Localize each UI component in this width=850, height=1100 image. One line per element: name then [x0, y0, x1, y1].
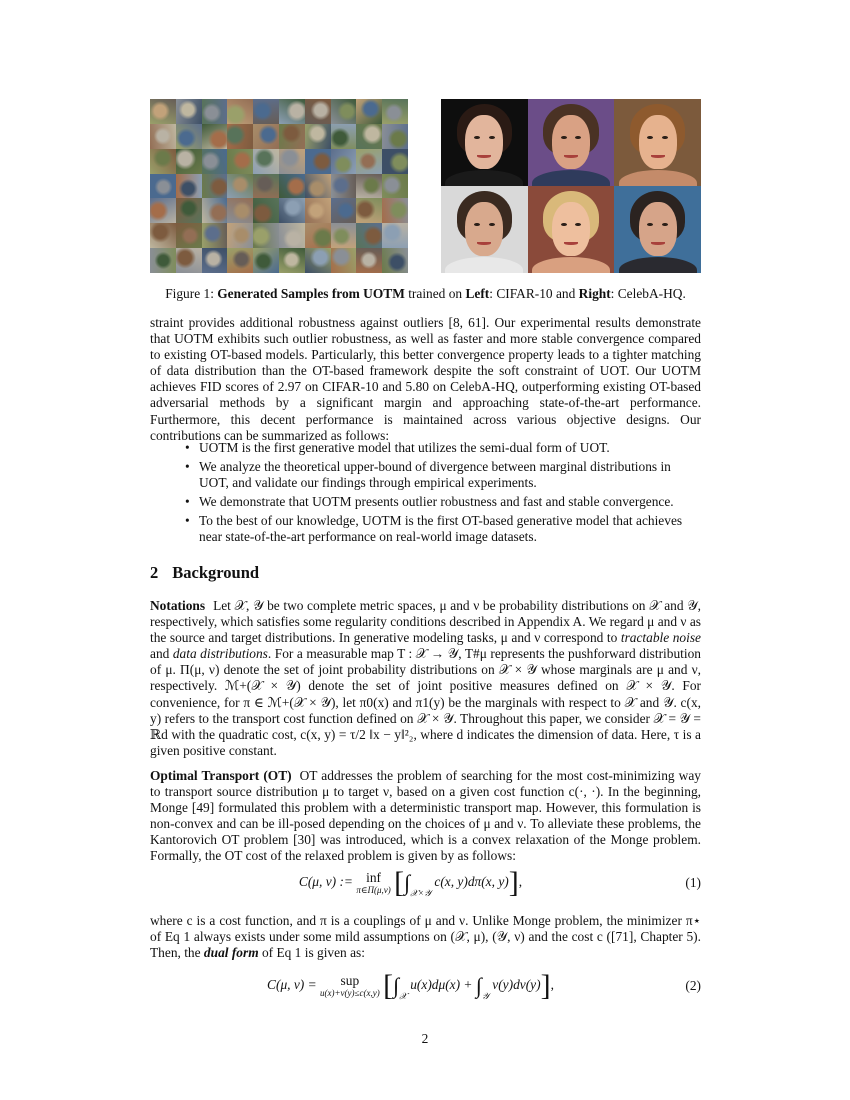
cifar-sample-image	[202, 223, 228, 248]
contribution-text: We analyze the theoretical upper-bound of divergence between marginal distributions in UOT, and validate our findings through empirical experiments.	[199, 459, 671, 491]
eq1-number: (1)	[685, 875, 701, 890]
cifar-sample-image	[305, 99, 331, 124]
cifar-sample-image	[176, 198, 202, 223]
eq1-left-bracket: [	[394, 866, 405, 899]
eq1-integrand: c(x, y)dπ(x, y)	[434, 874, 509, 890]
equation-2-body	[150, 969, 671, 1003]
cifar-sample-image	[331, 99, 357, 124]
after-eq1-text: where c is a cost function, and π is a couplings of μ and ν. Unlike Monge problem, the minimizer π⋆ of Eq 1 always exists under some mild assumptions on (𝒳, μ), (𝒴, ν) and the cost c ([71], Chapter 5). Then, the	[150, 913, 701, 961]
cifar-sample-image	[227, 198, 253, 223]
cifar-sample-image	[356, 99, 382, 124]
section-number: 2	[150, 563, 159, 582]
equation-1-body	[150, 866, 671, 900]
cifar-sample-image	[202, 198, 228, 223]
eq2-right-bracket: ]	[540, 969, 551, 1002]
cifar-sample-image	[176, 223, 202, 248]
eq1-integral: ∫	[404, 870, 411, 895]
contributions-list	[185, 440, 701, 549]
eq1-operator	[356, 871, 390, 895]
after-eq1-paragraph	[150, 913, 701, 961]
contribution-text: We demonstrate that UOTM presents outlier robustness and fast and stable convergence.	[199, 494, 674, 510]
cifar-sample-image	[305, 149, 331, 174]
figure-caption	[150, 286, 701, 302]
eq2-lhs: C(μ, ν) =	[267, 977, 317, 993]
celeba-sample-image	[614, 186, 701, 273]
contribution-item	[185, 513, 701, 545]
cifar-sample-image	[382, 149, 408, 174]
dual-form-emphasis: dual form	[203, 945, 259, 961]
ot-paragraph	[150, 768, 701, 865]
eq2-operator	[320, 974, 380, 998]
cifar-sample-image	[150, 99, 176, 124]
eq2-integral-1: ∫	[393, 973, 400, 998]
cifar-sample-image	[253, 174, 279, 199]
eq1-integral-domain: 𝒳×𝒴	[410, 888, 432, 899]
cifar-sample-image	[202, 149, 228, 174]
eq2-op-sub: u(x)+v(y)≤c(x,y)	[320, 988, 380, 998]
eq1-right-bracket: ]	[508, 866, 519, 899]
cifar-sample-image	[305, 174, 331, 199]
eq2-term-1: u(x)dμ(x) +	[410, 977, 473, 993]
cifar-sample-image	[382, 248, 408, 273]
cifar-sample-image	[305, 124, 331, 149]
celeba-sample-image	[614, 99, 701, 186]
caption-mid2: : CIFAR-10 and	[489, 286, 579, 301]
cifar-sample-image	[279, 174, 305, 199]
eq2-integral-1-domain: 𝒳	[399, 991, 407, 1002]
celeba-sample-image	[441, 186, 528, 273]
caption-end: : CelebA-HQ.	[610, 286, 686, 301]
cifar-sample-image	[176, 99, 202, 124]
intro-paragraph: straint provides additional robustness against outliers [8, 61]. Our experimental results demonstrate that UOTM exhibits such outlier robustness, as well as faster and more stable convergence compared to existing OT-based models. Particularly, this better convergence property leads to a tighter matching of data distribution than the OT-based framework despite the soft constraint of UOT. Our UOTM achieves FID scores of 2.97 on CIFAR-10 and 5.80 on CelebA-HQ, outperforming existing OT-based adversarial methods by a significant margin and approaching state-of-the-art performance. Furthermore, this decent performance is maintained across various objective designs. Our contributions can be summarized as follows:	[150, 315, 701, 443]
ot-text: OT addresses the problem of searching for the most cost-minimizing way to transport source distribution μ to target ν, based on a given cost function c(·, ·). In the beginning, Monge [49] formulated this problem with a deterministic transport map. However, this formulation is non-convex and can be ill-posed depending on the choices of μ and ν. To alleviate these problems, the Kantorovich OT problem [30] was introduced, which is a convex relaxation of the Monge problem. Formally, the OT cost of the relaxed problem is given by as follows:	[150, 768, 701, 864]
contribution-item	[185, 459, 701, 491]
caption-prefix: Figure 1:	[165, 286, 218, 301]
cifar-sample-image	[253, 149, 279, 174]
contribution-item	[185, 494, 701, 510]
section-title: Background	[172, 563, 260, 582]
cifar-sample-image	[331, 223, 357, 248]
cifar-sample-image	[253, 223, 279, 248]
bullet-icon: •	[185, 513, 190, 529]
celeba-hq-sample-grid	[441, 99, 701, 273]
cifar-sample-image	[356, 124, 382, 149]
cifar-sample-image	[382, 198, 408, 223]
after-eq1-text-2: of Eq 1 is given as:	[258, 945, 365, 961]
notations-text-3: . For a measurable map T : 𝒳 → 𝒴, T#μ represents the pushforward distribution of μ. Π(μ, ν) denote the set of joint probability distributions on 𝒳 × 𝒴 whose marginals are μ and ν, respectively. ℳ+(𝒳 × 𝒴) denote the set of joint positive measures defined on 𝒳 × 𝒴. For convenience, for π ∈ ℳ+(𝒳 × 𝒴), let π0(x) and π1(y) be the marginals with respect to 𝒳 and 𝒴. c(x, y) refers to the transport cost function defined on 𝒳 × 𝒴. Throughout this paper, we consider 𝒳 = 𝒴 = ℝd with the quadratic cost, c(x, y) = τ/2 ‖x − y‖²₂, where d indicates the dimension of data. Here, τ is a given positive constant.	[150, 646, 701, 758]
cifar-sample-image	[279, 149, 305, 174]
contribution-text: UOTM is the first generative model that utilizes the semi-dual form of UOT.	[199, 440, 610, 455]
notations-emphasis-1: tractable noise	[620, 630, 701, 646]
cifar-sample-image	[253, 248, 279, 273]
equation-1	[150, 866, 701, 906]
cifar-sample-image	[356, 174, 382, 199]
celeba-sample-image	[528, 186, 615, 273]
contribution-text: To the best of our knowledge, UOTM is the first OT-based generative model that achieves near state-of-the-art performance on real-world image datasets.	[199, 513, 683, 545]
cifar-sample-image	[227, 223, 253, 248]
caption-mid1: trained on	[404, 286, 466, 301]
cifar-sample-image	[176, 174, 202, 199]
eq2-op: sup	[340, 973, 360, 988]
notations-paragraph	[150, 598, 701, 759]
cifar-sample-image	[382, 99, 408, 124]
cifar-sample-image	[150, 149, 176, 174]
cifar-sample-image	[227, 149, 253, 174]
ot-heading: Optimal Transport (OT)	[150, 768, 292, 783]
cifar-sample-image	[202, 174, 228, 199]
equation-2	[150, 969, 701, 1009]
bullet-icon: •	[185, 440, 190, 455]
eq2-left-bracket: [	[383, 969, 394, 1002]
cifar-sample-image	[176, 248, 202, 273]
cifar-sample-image	[356, 149, 382, 174]
cifar-sample-image	[356, 223, 382, 248]
cifar-sample-image	[356, 248, 382, 273]
cifar-sample-image	[382, 223, 408, 248]
notations-text-1: Let 𝒳, 𝒴 be two complete metric spaces, μ and ν be probability distributions on 𝒳 and 𝒴, respectively, which satisfies some regularity conditions described in Appendix A. We regard μ and ν as the source and target distributions. In generative modeling tasks, μ and ν correspond to	[150, 598, 701, 646]
cifar10-sample-grid	[150, 99, 408, 273]
cifar-sample-image	[331, 198, 357, 223]
eq2-term-2: v(y)dν(y)	[492, 977, 541, 993]
cifar-sample-image	[279, 248, 305, 273]
cifar-sample-image	[279, 99, 305, 124]
section-heading	[150, 563, 259, 583]
cifar-sample-image	[279, 198, 305, 223]
cifar-sample-image	[150, 174, 176, 199]
cifar-sample-image	[202, 124, 228, 149]
cifar-sample-image	[305, 223, 331, 248]
contribution-item	[185, 440, 701, 456]
eq1-tail: ,	[518, 874, 523, 890]
notations-text-2: and	[150, 646, 173, 662]
caption-left-label: Left	[465, 286, 490, 301]
cifar-sample-image	[382, 124, 408, 149]
eq2-integral-2: ∫	[475, 973, 482, 998]
eq1-op: inf	[366, 870, 381, 885]
cifar-sample-image	[253, 198, 279, 223]
caption-title: Generated Samples from UOTM	[217, 286, 405, 301]
cifar-sample-image	[150, 248, 176, 273]
notations-emphasis-2: data distributions	[172, 646, 268, 662]
bullet-icon: •	[185, 494, 190, 510]
cifar-sample-image	[382, 174, 408, 199]
caption-right-label: Right	[578, 286, 611, 301]
cifar-sample-image	[305, 198, 331, 223]
cifar-sample-image	[150, 124, 176, 149]
cifar-sample-image	[202, 99, 228, 124]
cifar-sample-image	[331, 248, 357, 273]
cifar-sample-image	[227, 174, 253, 199]
cifar-sample-image	[202, 248, 228, 273]
cifar-sample-image	[331, 149, 357, 174]
eq1-lhs: C(μ, ν) :=	[298, 874, 353, 890]
eq2-tail: ,	[550, 977, 554, 993]
cifar-sample-image	[279, 223, 305, 248]
cifar-sample-image	[227, 99, 253, 124]
cifar-sample-image	[356, 198, 382, 223]
cifar-sample-image	[150, 198, 176, 223]
cifar-sample-image	[227, 124, 253, 149]
cifar-sample-image	[331, 174, 357, 199]
cifar-sample-image	[150, 223, 176, 248]
cifar-sample-image	[176, 124, 202, 149]
page-number: 2	[421, 1031, 429, 1046]
cifar-sample-image	[305, 248, 331, 273]
cifar-sample-image	[227, 248, 253, 273]
cifar-sample-image	[176, 149, 202, 174]
eq2-number: (2)	[685, 978, 701, 993]
bullet-icon: •	[185, 459, 190, 475]
cifar-sample-image	[279, 124, 305, 149]
notations-heading: Notations	[150, 598, 206, 613]
cifar-sample-image	[253, 124, 279, 149]
eq2-integral-2-domain: 𝒴	[481, 991, 489, 1002]
celeba-sample-image	[528, 99, 615, 186]
figure-1	[150, 99, 701, 273]
celeba-sample-image	[441, 99, 528, 186]
eq1-op-sub: π∈Π(μ,ν)	[356, 885, 391, 895]
cifar-sample-image	[331, 124, 357, 149]
cifar-sample-image	[253, 99, 279, 124]
